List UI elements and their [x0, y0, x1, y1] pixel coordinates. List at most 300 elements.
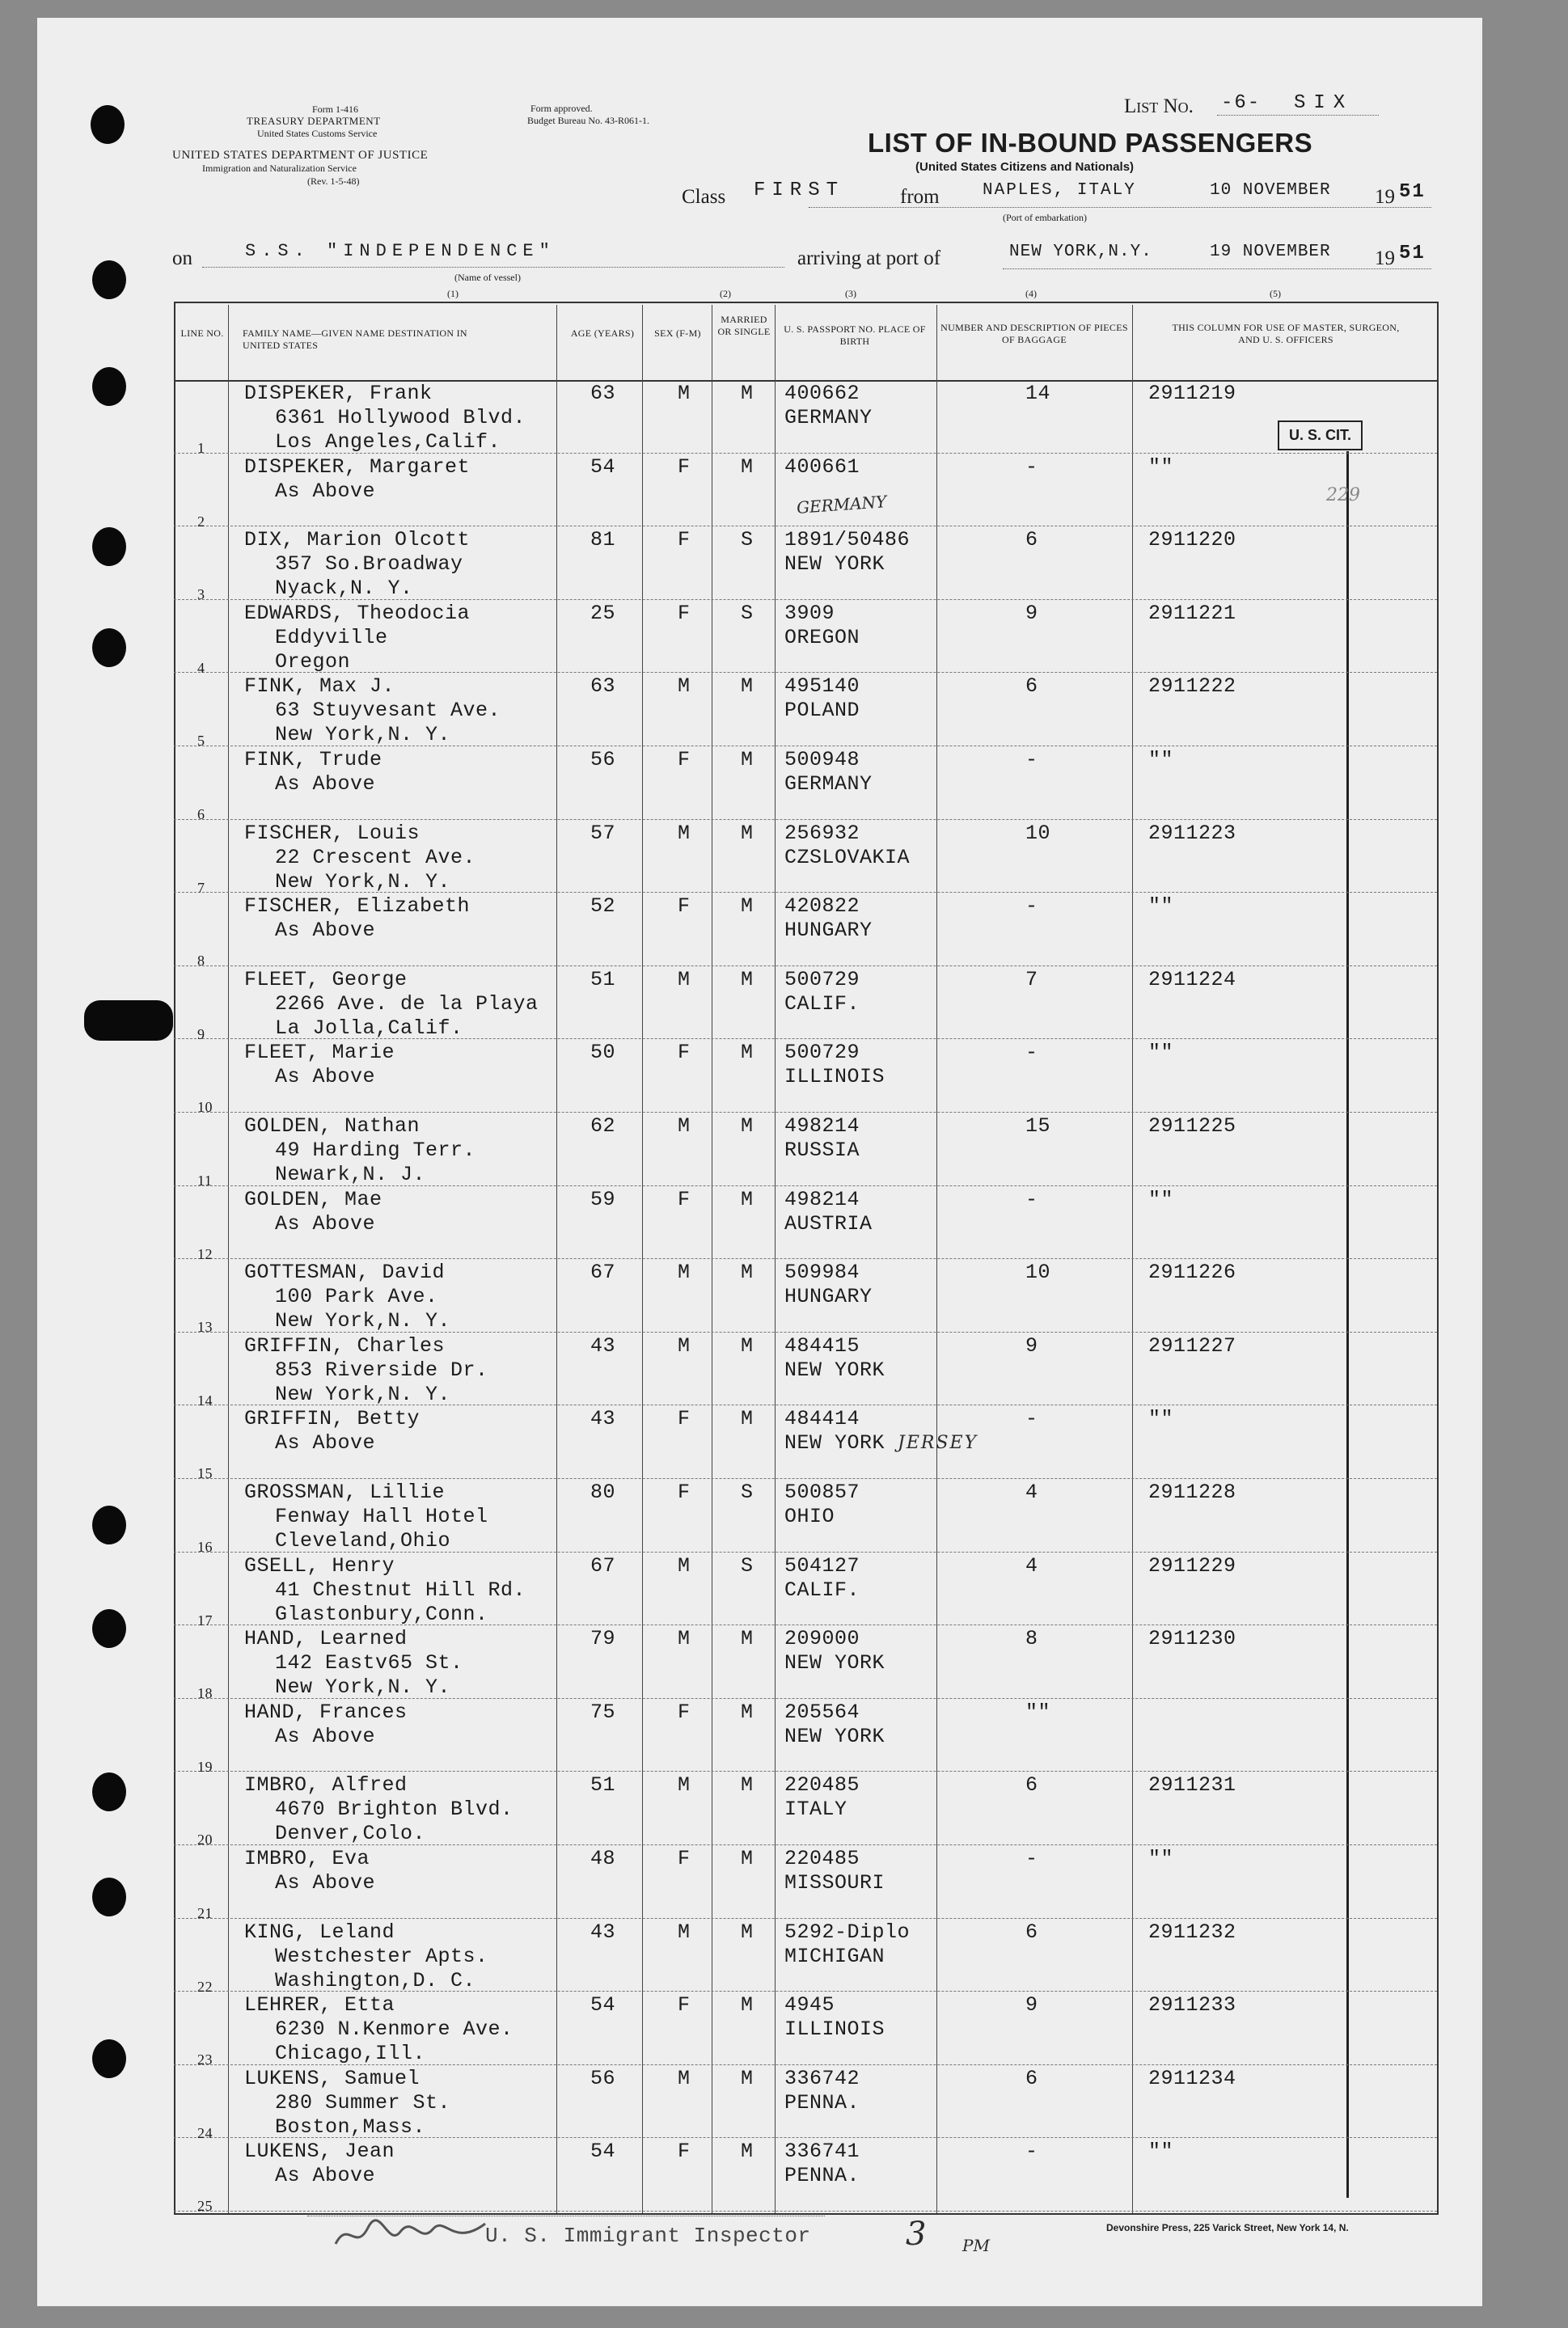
- cell-passport: 336741: [784, 2140, 860, 2164]
- cell-lineno: 5: [197, 733, 205, 750]
- ins-service: Immigration and Naturalization Service: [202, 163, 357, 174]
- on-label: on: [172, 247, 192, 269]
- col-married: MARRIED OR SINGLE: [717, 314, 771, 337]
- cell-bag: -: [1025, 1407, 1038, 1431]
- cell-passport: 209000: [784, 1627, 860, 1651]
- cell-ms: M: [741, 1920, 754, 1944]
- cell-passport: 400662: [784, 382, 860, 405]
- cell-name: GOLDEN, Mae: [244, 1187, 382, 1211]
- cell-age: 50: [590, 1041, 616, 1065]
- cell-sex: M: [678, 382, 691, 405]
- cell-off: 2911224: [1148, 967, 1236, 991]
- cell-ms: M: [741, 2066, 754, 2090]
- cell-ms: M: [741, 1847, 754, 1870]
- punch-hole: [91, 105, 125, 144]
- vessel-rule: [202, 267, 784, 268]
- cell-ms: M: [741, 1041, 754, 1065]
- form-approved: Form approved.: [530, 103, 593, 114]
- cell-name: FINK, Max J.: [244, 674, 395, 699]
- cell-off: 2911229: [1148, 1553, 1236, 1578]
- cell-age: 48: [590, 1847, 616, 1870]
- table-row: [0, 1039, 1568, 1116]
- hand-side-note: 229: [1326, 485, 1360, 505]
- cell-ms: M: [741, 382, 754, 405]
- table-row: [0, 1992, 1568, 2068]
- cell-off: 2911233: [1148, 1993, 1236, 2017]
- cell-addr2: Boston,Mass.: [275, 2115, 426, 2139]
- col-num-1: (1): [447, 288, 459, 299]
- cell-ms: M: [741, 1627, 754, 1651]
- col-num-4: (4): [1025, 288, 1037, 299]
- cell-lineno: 23: [197, 2051, 213, 2068]
- cell-off: "": [1148, 1187, 1174, 1211]
- cell-passport: 420822: [784, 894, 860, 919]
- cell-sex: M: [678, 1627, 691, 1651]
- cell-lineno: 19: [197, 1758, 213, 1775]
- cell-addr1: Westchester Apts.: [275, 1944, 488, 1968]
- cell-name: GRIFFIN, Charles: [244, 1333, 446, 1358]
- cell-age: 54: [590, 454, 616, 479]
- cell-bag: 6: [1025, 528, 1038, 552]
- treasury-dept: TREASURY DEPARTMENT: [247, 115, 381, 127]
- cell-off: "": [1148, 1041, 1174, 1065]
- cell-addr1: 49 Harding Terr.: [275, 1139, 476, 1162]
- cell-off: 2911225: [1148, 1114, 1236, 1138]
- cell-passport: 256932: [784, 821, 860, 845]
- cell-addr2: New York,N. Y.: [275, 869, 451, 894]
- cell-name: HAND, Learned: [244, 1627, 408, 1651]
- cell-birth: ITALY: [784, 1798, 847, 1822]
- cell-sex: M: [678, 967, 691, 991]
- cell-sex: F: [678, 1847, 691, 1870]
- arriving-label: arriving at port of: [797, 247, 941, 269]
- cell-bag: -: [1025, 894, 1038, 919]
- cell-addr1: As Above: [275, 1211, 376, 1236]
- cell-passport: 500729: [784, 1041, 860, 1065]
- cell-passport: 504127: [784, 1553, 860, 1578]
- table-row: [0, 380, 1568, 454]
- col-officers: THIS COLUMN FOR USE OF MASTER, SURGEON, AND U. S. OFFICERS: [1172, 322, 1400, 345]
- table-row: [0, 1259, 1568, 1336]
- budget-bureau: Budget Bureau No. 43-R061-1.: [527, 115, 649, 126]
- cell-lineno: 17: [197, 1612, 213, 1629]
- cell-birth: HUNGARY: [784, 919, 873, 943]
- cell-sex: F: [678, 454, 691, 479]
- printer-credit: Devonshire Press, 225 Varick Street, New York 14, N.: [1106, 2222, 1349, 2233]
- cell-birth: NEW YORK: [784, 1724, 885, 1748]
- cell-sex: F: [678, 601, 691, 625]
- cell-ms: M: [741, 967, 754, 991]
- cell-name: GROSSMAN, Lillie: [244, 1481, 446, 1504]
- cell-ms: M: [741, 1407, 754, 1431]
- cell-sex: M: [678, 2066, 691, 2090]
- list-label: List No.: [1124, 95, 1194, 117]
- cell-ms: M: [741, 2140, 754, 2164]
- cell-addr1: 142 Eastv65 St.: [275, 1651, 463, 1675]
- vessel-caption: (Name of vessel): [454, 272, 521, 283]
- hand-time: 3: [906, 2216, 927, 2253]
- cell-lineno: 6: [197, 806, 205, 822]
- table-row: [0, 1405, 1568, 1482]
- cell-birth: NEW YORK: [784, 1431, 885, 1456]
- cell-age: 63: [590, 382, 616, 405]
- cell-bag: 9: [1025, 1333, 1038, 1358]
- cell-addr1: 41 Chestnut Hill Rd.: [275, 1578, 526, 1602]
- cell-addr2: Newark,N. J.: [275, 1163, 426, 1186]
- arrival-date: 19 NOVEMBER: [1210, 243, 1331, 261]
- cell-age: 54: [590, 1993, 616, 2017]
- cell-bag: 14: [1025, 382, 1051, 405]
- cell-off: 2911223: [1148, 821, 1236, 845]
- cell-name: DISPEKER, Frank: [244, 382, 433, 405]
- cell-passport: 5292-Diplo: [784, 1920, 911, 1944]
- col-num-5: (5): [1270, 288, 1281, 299]
- cell-off: "": [1148, 894, 1174, 919]
- cell-sex: F: [678, 1187, 691, 1211]
- cell-passport: 3909: [784, 601, 835, 625]
- cell-bag: 8: [1025, 1627, 1038, 1651]
- cell-sex: F: [678, 1407, 691, 1431]
- cell-passport: 498214: [784, 1114, 860, 1138]
- cell-addr2: La Jolla,Calif.: [275, 1016, 463, 1040]
- cell-off: 2911219: [1148, 382, 1236, 405]
- cell-passport: 220485: [784, 1847, 860, 1870]
- cell-lineno: 21: [197, 1905, 213, 1921]
- cell-addr2: Glastonbury,Conn.: [275, 1602, 488, 1626]
- cell-ms: M: [741, 1333, 754, 1358]
- cell-name: KING, Leland: [244, 1920, 395, 1944]
- col-baggage: NUMBER AND DESCRIPTION OF PIECES OF BAGGAGE: [940, 322, 1128, 345]
- cell-birth: POLAND: [784, 699, 860, 723]
- port-rule: [1003, 268, 1431, 269]
- cell-bag: 15: [1025, 1114, 1051, 1138]
- cell-age: 51: [590, 967, 616, 991]
- cell-passport: 500729: [784, 967, 860, 991]
- cell-addr1: 63 Stuyvesant Ave.: [275, 699, 501, 723]
- cell-name: FINK, Trude: [244, 748, 382, 771]
- cell-off: 2911234: [1148, 2066, 1236, 2090]
- justice-dept: UNITED STATES DEPARTMENT OF JUSTICE: [172, 149, 429, 162]
- year-value: 51: [1399, 181, 1426, 203]
- cell-ms: M: [741, 674, 754, 699]
- cell-sex: M: [678, 1920, 691, 1944]
- cell-addr2: Oregon: [275, 649, 351, 674]
- cell-age: 56: [590, 748, 616, 771]
- from-rule: [809, 207, 1431, 208]
- cell-addr1: 280 Summer St.: [275, 2090, 451, 2115]
- cell-name: GSELL, Henry: [244, 1553, 395, 1578]
- cell-passport: 495140: [784, 674, 860, 699]
- cell-addr1: 2266 Ave. de la Playa: [275, 991, 539, 1016]
- cell-lineno: 16: [197, 1539, 213, 1555]
- cell-lineno: 7: [197, 879, 205, 896]
- cell-off: 2911222: [1148, 674, 1236, 699]
- cell-passport: 500948: [784, 748, 860, 771]
- class-value: FIRST: [754, 180, 845, 201]
- table-row: [0, 1553, 1568, 1629]
- cell-sex: M: [678, 1333, 691, 1358]
- cell-passport: 509984: [784, 1261, 860, 1285]
- cell-birth: MISSOURI: [784, 1871, 885, 1895]
- cell-addr2: Nyack,N. Y.: [275, 577, 413, 601]
- cell-sex: F: [678, 894, 691, 919]
- table-row: [0, 1772, 1568, 1848]
- col-passport: U. S. PASSPORT NO. PLACE OF BIRTH: [784, 323, 926, 347]
- cell-ms: M: [741, 821, 754, 845]
- cell-bag: 6: [1025, 2066, 1038, 2090]
- cell-name: DIX, Marion Olcott: [244, 528, 471, 552]
- cell-name: LUKENS, Samuel: [244, 2066, 421, 2090]
- cell-lineno: 2: [197, 513, 205, 530]
- cell-addr1: 853 Riverside Dr.: [275, 1358, 488, 1382]
- cell-ms: M: [741, 894, 754, 919]
- cell-sex: F: [678, 2140, 691, 2164]
- cell-bag: 9: [1025, 601, 1038, 625]
- cell-passport: 220485: [784, 1773, 860, 1798]
- cell-lineno: 9: [197, 1025, 205, 1042]
- cell-bag: -: [1025, 454, 1038, 479]
- cell-birth: MICHIGAN: [784, 1944, 885, 1968]
- cell-addr1: 22 Crescent Ave.: [275, 845, 476, 869]
- cell-lineno: 8: [197, 953, 205, 970]
- cell-age: 25: [590, 601, 616, 625]
- customs-service: United States Customs Service: [257, 128, 378, 139]
- cell-off: 2911226: [1148, 1261, 1236, 1285]
- cell-ms: S: [741, 601, 754, 625]
- cell-addr1: As Above: [275, 2164, 376, 2188]
- cell-bag: 10: [1025, 1261, 1051, 1285]
- table-row: [0, 820, 1568, 894]
- cell-sex: F: [678, 1041, 691, 1065]
- cell-off: 2911221: [1148, 601, 1236, 625]
- cell-ms: M: [741, 1114, 754, 1138]
- cell-birth: GERMANY: [784, 406, 873, 429]
- cell-lineno: 11: [197, 1172, 213, 1189]
- cell-name: FLEET, Marie: [244, 1041, 395, 1065]
- cell-lineno: 3: [197, 586, 205, 603]
- cell-birth: OHIO: [784, 1505, 835, 1528]
- cell-passport: 484414: [784, 1407, 860, 1431]
- cell-lineno: 1: [197, 440, 205, 456]
- cell-bag: -: [1025, 1041, 1038, 1065]
- table-row: [0, 893, 1568, 970]
- cell-addr2: New York,N. Y.: [275, 1675, 451, 1700]
- cell-ms: S: [741, 1481, 754, 1504]
- cell-age: 57: [590, 821, 616, 845]
- cell-addr1: Eddyville: [275, 625, 388, 649]
- cell-bag: 6: [1025, 1920, 1038, 1944]
- cell-age: 43: [590, 1407, 616, 1431]
- cell-bag: 4: [1025, 1553, 1038, 1578]
- cell-sex: F: [678, 528, 691, 552]
- cell-birth: GERMANY: [784, 772, 873, 796]
- cell-passport: 484415: [784, 1333, 860, 1358]
- cell-sex: F: [678, 1481, 691, 1504]
- table-row: [0, 2138, 1568, 2215]
- cell-sex: M: [678, 821, 691, 845]
- table-row: [0, 1186, 1568, 1260]
- cell-birth: CALIF.: [784, 991, 860, 1016]
- table-row: [0, 2065, 1568, 2139]
- cell-ms: M: [741, 1993, 754, 2017]
- cell-age: 56: [590, 2066, 616, 2090]
- cell-ms: M: [741, 454, 754, 479]
- cell-ms: M: [741, 1700, 754, 1724]
- cell-age: 43: [590, 1920, 616, 1944]
- cell-age: 43: [590, 1333, 616, 1358]
- cell-age: 79: [590, 1627, 616, 1651]
- cell-age: 75: [590, 1700, 616, 1724]
- cell-addr1: 4670 Brighton Blvd.: [275, 1798, 514, 1822]
- cell-bag: 10: [1025, 821, 1051, 845]
- inspector-signature: [332, 2212, 493, 2260]
- col-num-2: (2): [720, 288, 731, 299]
- table-row: [0, 1479, 1568, 1553]
- col-age: AGE (YEARS): [570, 327, 635, 339]
- cell-lineno: 14: [197, 1392, 213, 1409]
- cell-addr1: As Above: [275, 919, 376, 943]
- cell-addr2: New York,N. Y.: [275, 1382, 451, 1406]
- cell-name: GRIFFIN, Betty: [244, 1407, 421, 1431]
- arrival-year-prefix: 19: [1375, 247, 1395, 269]
- cell-lineno: 10: [197, 1099, 213, 1116]
- cell-bag: -: [1025, 2140, 1038, 2164]
- cell-sex: M: [678, 1773, 691, 1798]
- cell-off: 2911230: [1148, 1627, 1236, 1651]
- cell-ms: S: [741, 1553, 754, 1578]
- cell-passport: 4945: [784, 1993, 835, 2017]
- list-rule: [1217, 115, 1379, 116]
- table-row: [0, 600, 1568, 674]
- col-sex: SEX (F-M): [654, 327, 701, 339]
- cell-birth: PENNA.: [784, 2090, 860, 2115]
- cell-lineno: 4: [197, 659, 205, 676]
- cell-off: 2911228: [1148, 1481, 1236, 1504]
- cell-age: 67: [590, 1553, 616, 1578]
- cell-name: LEHRER, Etta: [244, 1993, 395, 2017]
- cell-off: 2911227: [1148, 1333, 1236, 1358]
- cell-birth: ILLINOIS: [784, 2017, 885, 2042]
- cell-name: DISPEKER, Margaret: [244, 454, 471, 479]
- cell-bag: 6: [1025, 1773, 1038, 1798]
- vessel-name: S.S. "INDEPENDENCE": [245, 241, 556, 261]
- cell-bag: -: [1025, 1187, 1038, 1211]
- cell-sex: F: [678, 748, 691, 771]
- cell-sex: F: [678, 1993, 691, 2017]
- cell-sex: M: [678, 1114, 691, 1138]
- hand-germany: GERMANY: [796, 492, 887, 518]
- cell-birth: CALIF.: [784, 1578, 860, 1602]
- table-row: [0, 1113, 1568, 1189]
- cell-age: 62: [590, 1114, 616, 1138]
- cell-birth: OREGON: [784, 625, 860, 649]
- cell-sex: M: [678, 1261, 691, 1285]
- cell-addr2: Denver,Colo.: [275, 1822, 426, 1846]
- cell-addr2: New York,N. Y.: [275, 723, 451, 747]
- revision: (Rev. 1-5-48): [307, 175, 360, 187]
- cell-addr1: 100 Park Ave.: [275, 1285, 438, 1309]
- cell-addr1: As Above: [275, 479, 376, 503]
- cell-name: LUKENS, Jean: [244, 2140, 395, 2164]
- punch-hole: [92, 260, 126, 299]
- cell-lineno: 20: [197, 1832, 213, 1848]
- cell-birth: NEW YORK: [784, 1651, 885, 1675]
- cell-addr1: As Above: [275, 1871, 376, 1895]
- cell-ms: M: [741, 748, 754, 771]
- cell-birth: ILLINOIS: [784, 1065, 885, 1089]
- cell-off: "": [1148, 748, 1174, 771]
- table-row: [0, 1845, 1568, 1919]
- cell-birth: CZSLOVAKIA: [784, 845, 911, 869]
- year-prefix: 19: [1375, 186, 1395, 208]
- list-number: -6-: [1221, 92, 1262, 114]
- col-name: FAMILY NAME—GIVEN NAME DESTINATION IN UNITED STATES: [243, 327, 467, 351]
- cell-name: FISCHER, Elizabeth: [244, 894, 471, 919]
- cell-lineno: 25: [197, 2198, 213, 2215]
- cell-age: 80: [590, 1481, 616, 1504]
- cell-ms: M: [741, 1187, 754, 1211]
- cell-age: 81: [590, 528, 616, 552]
- cell-addr2: New York,N. Y.: [275, 1309, 451, 1333]
- cell-off: 2911231: [1148, 1773, 1236, 1798]
- cell-off: "": [1148, 1847, 1174, 1870]
- cell-lineno: 13: [197, 1319, 213, 1336]
- table-row: [0, 1699, 1568, 1775]
- table-row: [0, 1333, 1568, 1409]
- hand-jersey: JERSEY: [898, 1433, 978, 1453]
- cell-addr2: Cleveland,Ohio: [275, 1529, 451, 1553]
- cell-ms: M: [741, 1773, 754, 1798]
- cell-off: 2911220: [1148, 528, 1236, 552]
- cell-lineno: 24: [197, 2124, 213, 2141]
- table-row: [0, 966, 1568, 1040]
- cell-off: "": [1148, 2140, 1174, 2164]
- form-number: Form 1-416: [312, 104, 358, 115]
- cell-off: "": [1148, 1407, 1174, 1431]
- arrival-port: NEW YORK,N.Y.: [1009, 243, 1152, 261]
- table-row: [0, 526, 1568, 603]
- us-citizen-stamp: U. S. CIT.: [1278, 420, 1363, 450]
- table-row: [0, 1625, 1568, 1702]
- col-line-no: LINE NO.: [180, 327, 224, 339]
- cell-lineno: 22: [197, 1978, 213, 1995]
- cell-birth: PENNA.: [784, 2164, 860, 2188]
- cell-age: 59: [590, 1187, 616, 1211]
- cell-bag: 7: [1025, 967, 1038, 991]
- cell-name: IMBRO, Eva: [244, 1847, 370, 1870]
- cell-ms: M: [741, 1261, 754, 1285]
- cell-addr2: Los Angeles,Calif.: [275, 430, 501, 454]
- cell-passport: 498214: [784, 1187, 860, 1211]
- cell-addr2: Washington,D. C.: [275, 1968, 476, 1992]
- cell-lineno: 15: [197, 1465, 213, 1482]
- cell-name: FISCHER, Louis: [244, 821, 421, 845]
- cell-addr2: Chicago,Ill.: [275, 2042, 426, 2066]
- cell-passport: 400661: [784, 454, 860, 479]
- cell-addr1: As Above: [275, 772, 376, 796]
- inspector-caption: U. S. Immigrant Inspector: [485, 2224, 811, 2248]
- table-row: [0, 1919, 1568, 1995]
- table-row: [0, 673, 1568, 750]
- subtitle: (United States Citizens and Nationals): [915, 160, 1135, 174]
- cell-name: HAND, Frances: [244, 1700, 408, 1724]
- class-label: Class: [682, 186, 726, 208]
- hand-pm: PM: [962, 2236, 990, 2255]
- cell-passport: 1891/50486: [784, 528, 911, 552]
- cell-name: IMBRO, Alfred: [244, 1773, 408, 1798]
- cell-bag: 4: [1025, 1481, 1038, 1504]
- cell-sex: M: [678, 674, 691, 699]
